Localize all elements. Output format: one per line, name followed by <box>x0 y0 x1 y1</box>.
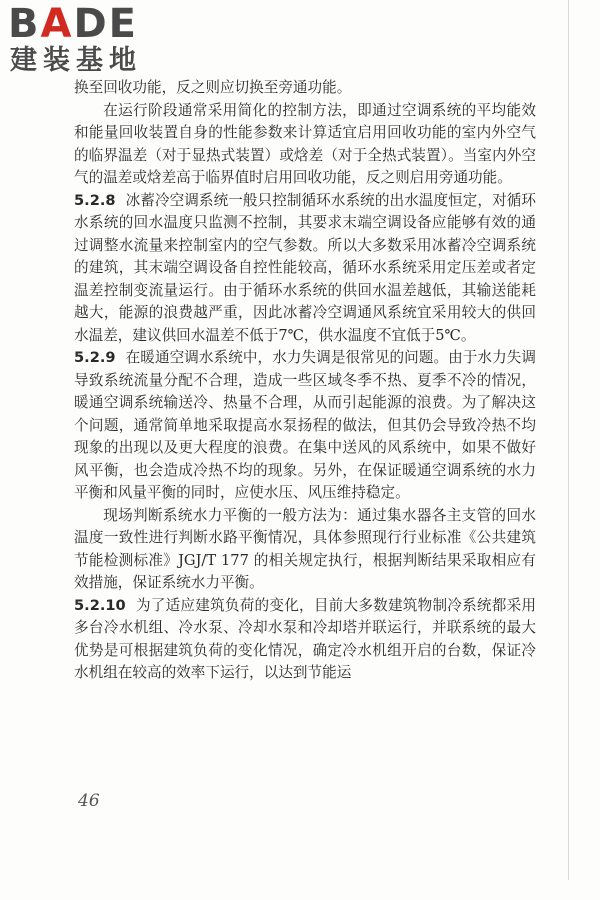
clause-5-2-9: 5.2.9 在暖通空调水系统中，水力失调是很常见的问题。由于水力失调导致系统流量分配不合理，造成一些区域冬季不热、夏季不冷的情况，暖通空调系统输送冷、热量不合理，从而引起能源的浪费。为了解决这个问题，通常简单地采取提高水泵扬程的做法，但其仍会导致冷热不均现象的出现以及更大程度的浪费。在集中送风的风系统中，如果不做好风平衡，也会造成冷热不均的现象。另外，在保证暖通空调系统的水力平衡和风量平衡的同时，应使水压、风压维持稳定。 <box>74 349 536 501</box>
paragraph: 现场判断系统水力平衡的一般方法为：通过集水器各主支管的回水温度一致性进行判断水路平衡情况，具体参照现行行业标准《公共建筑节能检测标准》JGJ/T 177 的相关规定执行，根据判断结果采取相应有效措施，保证系统水力平衡。 <box>74 506 536 591</box>
page-body <box>74 77 536 685</box>
page-edge-line <box>568 0 569 880</box>
clause-5-2-8: 5.2.8 冰蓄冷空调系统一般只控制循环水系统的出水温度恒定，对循环水系统的回水温度只监测不控制，其要求末端空调设备应能够有效的通过调整水流量来控制室内的空气参数。所以大多数采用冰蓄冷空调系统的建筑，其末端空调设备自控性能较高，循环水系统采用定压差或者定温差控制变流量运行。由于循环水系统的供回水温差越低，其输送能耗越大，能源的浪费越严重，因此冰蓄冷空调通风系统宜采用较大的供回水温差，建议供回水温差不低于7℃，供水温度不宜低于5℃。 <box>74 191 536 344</box>
watermark-logo <box>8 2 183 76</box>
paragraph: 在运行阶段通常采用简化的控制方法，即通过空调系统的平均能效和能量回收装置自身的性能参数来计算适宜启用回收功能的室内外空气的临界温差（对于显热式装置）或焓差（对于全热式装置）。当室内外空气的温差或焓差高于临界值时启用回收功能，反之则启用旁通功能。 <box>74 101 536 186</box>
page-number: 46 <box>78 791 100 811</box>
clause-number: 5.2.8 <box>74 191 116 209</box>
clause-number: 5.2.9 <box>74 349 116 366</box>
paragraph-continuation: 换至回收功能，反之则应切换至旁通功能。 <box>74 79 352 96</box>
clause-5-2-10: 5.2.10 为了适应建筑负荷的变化，目前大多数建筑物制冷系统都采用多台冷水机组、冷水泵、冷却水泵和冷却塔并联运行，并联系统的最大优势是可根据建筑负荷的变化情况，确定冷水机组开启的台数，保证冷水机组在较高的效率下运行，以达到节能运 <box>74 596 536 681</box>
clause-number: 5.2.10 <box>74 596 126 614</box>
logo-chinese-text: 建装基地 <box>10 45 142 76</box>
logo-wordmark: BADE <box>8 1 138 47</box>
